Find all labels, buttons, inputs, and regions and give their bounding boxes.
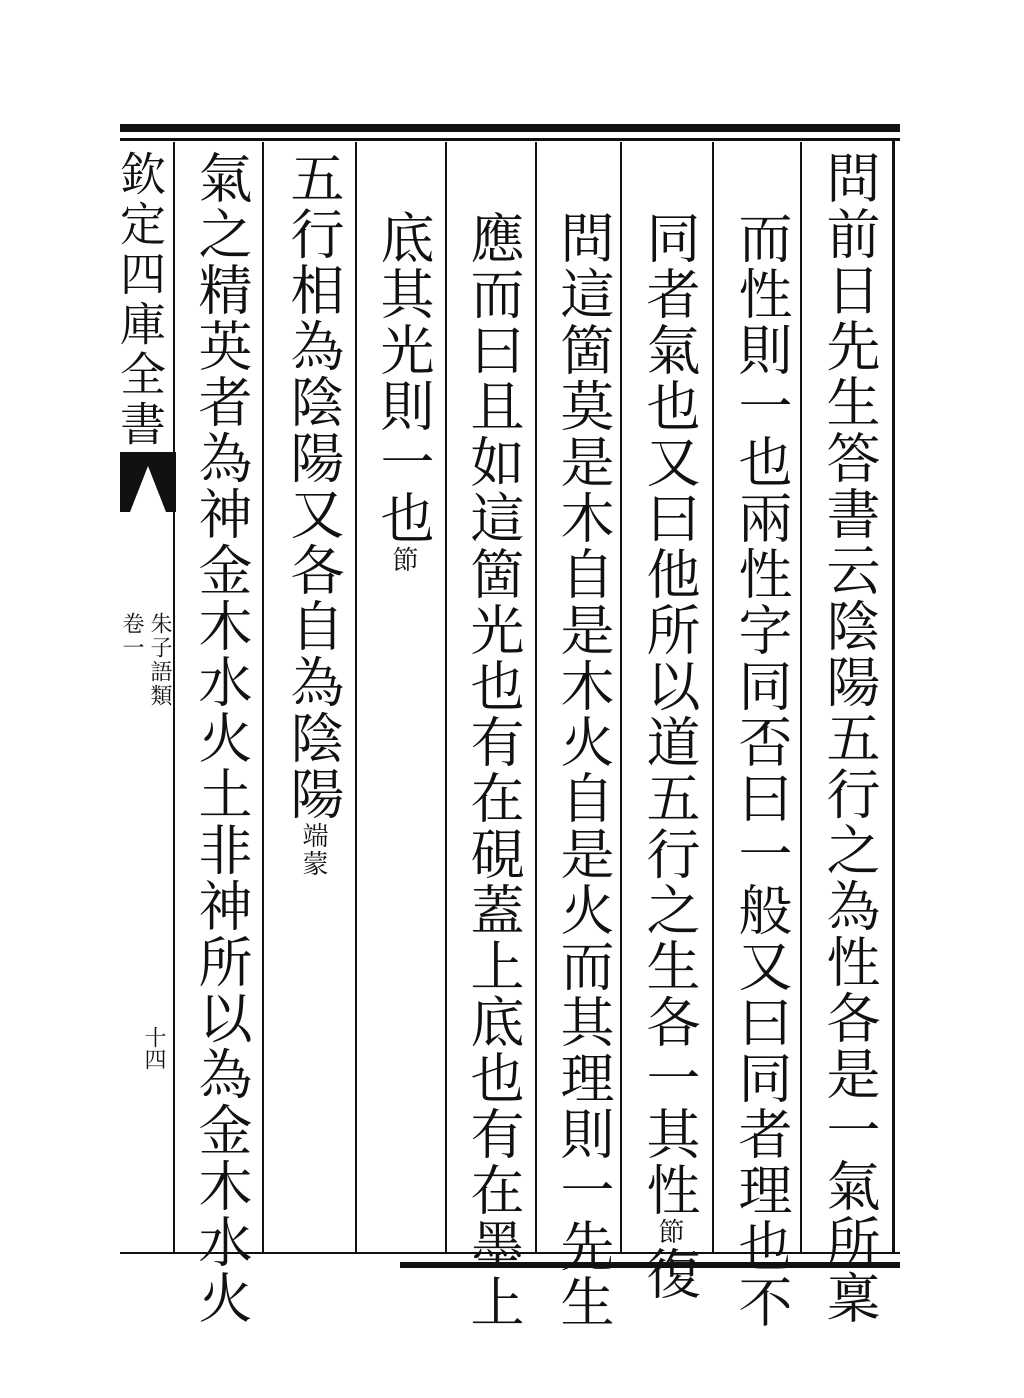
margin-volume: 卷一 bbox=[119, 612, 144, 660]
column-note: 節 bbox=[654, 1218, 684, 1246]
frame-right-border bbox=[892, 138, 895, 1254]
column-divider bbox=[620, 142, 622, 1252]
column-text: 氣之精英者為神金木水火土非神所以為金木水火 bbox=[190, 150, 253, 1326]
text-column-5 bbox=[458, 210, 528, 1330]
margin-divider bbox=[173, 142, 175, 1252]
column-divider bbox=[445, 142, 447, 1252]
column-note: 端蒙 bbox=[298, 822, 328, 878]
column-note: 節 bbox=[388, 546, 418, 574]
text-column-4 bbox=[548, 210, 618, 1330]
text-column-3 bbox=[634, 210, 704, 1302]
margin-book-title: 朱子語類 bbox=[147, 612, 172, 708]
top-border-thick bbox=[120, 124, 900, 132]
column-divider bbox=[262, 142, 264, 1252]
text-column-7 bbox=[278, 150, 348, 878]
text-column-8 bbox=[186, 150, 256, 1326]
column-tail: 復 bbox=[638, 1246, 701, 1302]
column-text: 問前日先生答書云陰陽五行之為性各是一氣所稟 bbox=[818, 150, 881, 1326]
column-text: 五行相為陰陽又各自為陰陽 bbox=[282, 150, 345, 822]
column-text: 而性則一也兩性字同否曰一般又曰同者理也不 bbox=[730, 210, 793, 1330]
column-divider bbox=[535, 142, 537, 1252]
text-column-1 bbox=[814, 150, 884, 1326]
column-text: 同者氣也又曰他所以道五行之生各一其性 bbox=[638, 210, 701, 1218]
fish-tail-mark bbox=[120, 452, 176, 512]
column-divider bbox=[800, 142, 802, 1252]
column-divider bbox=[712, 142, 714, 1252]
column-text: 應而曰且如這箇光也有在硯蓋上底也有在墨上 bbox=[462, 210, 525, 1330]
text-column-2 bbox=[726, 210, 796, 1330]
column-text: 問這箇莫是木自是木火自是火而其理則一先生 bbox=[552, 210, 615, 1330]
column-divider bbox=[355, 142, 357, 1252]
margin-title: 欽定四庫全書 bbox=[113, 150, 167, 450]
top-border-thin bbox=[120, 138, 900, 141]
page-number: 十四 bbox=[141, 1026, 166, 1070]
text-column-6 bbox=[368, 210, 438, 574]
column-text: 底其光則一也 bbox=[372, 210, 435, 546]
